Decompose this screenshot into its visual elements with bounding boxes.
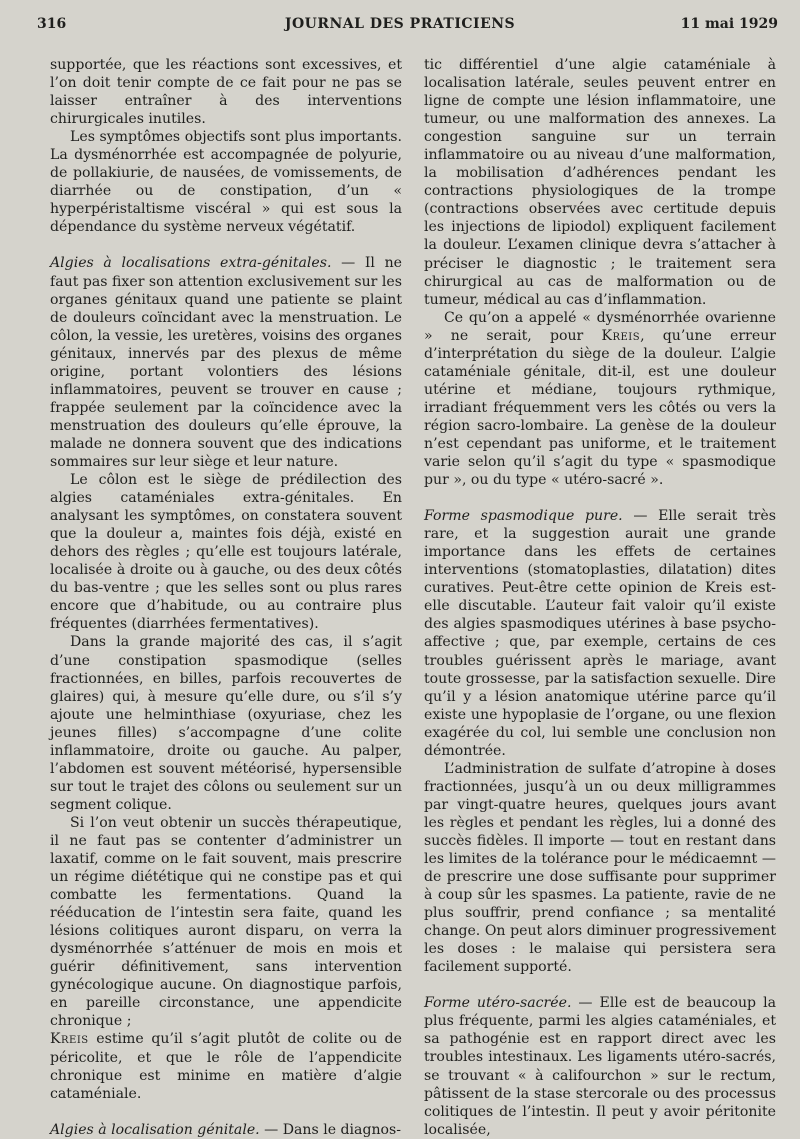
paragraph-text: Ce qu’on a appelé « dysménorrhée ovarienne » ne serait, pour xyxy=(424,309,776,344)
page-header xyxy=(0,0,800,40)
section-title: Forme spasmodique pure. xyxy=(424,508,623,525)
paragraph-text: — Elle est de beaucoup la plus fréquente, parmi les algies cataméniales, et sa pathogénie est en rapport direct avec les troubles intestinaux. Les ligaments utéro-sacrés, se trouvant « à califourchon » sur le rectum, pâtissent de la stase stercorale ou des processus colitiques de l’intestin. Il peut y avoir péritonite localisée, xyxy=(424,995,776,1138)
paragraph-text: Dans la grande majorité des cas, il s’agit d’une constipation spasmodique (selles fractionnées, en billes, parfois recouvertes de glaires) qui, à mesure qu’elle dure, ou s’il s’y ajoute une helminthiase (oxyuriase, chez les jeunes filles) s’accompagne d’une colite inflammatoire, droite ou gauche. Au palper, l’abdomen est souvent météorisé, hypersensible sur tout le trajet des côlons ou seulement sur un segment colique. xyxy=(50,634,402,813)
paragraph xyxy=(50,633,402,813)
section-gap xyxy=(50,236,402,254)
paragraph-text: tic différentiel d’une algie cataméniale à localisation latérale, seules peuvent entrer en ligne de compte une lésion inflammatoire, une tumeur, ou une malformation des annexes. La congestion sanguine sur un terrain inflammatoire ou au niveau d’une malformation, la mobilisation d’adhérences pendant les contractions physiologiques de la trompe (contractions observées avec certitude depuis les injections de lipiodol) expliquent facilement la douleur. L’examen clinique devra s’attacher à préciser le diagnostic ; le traitement sera chirurgical au cas de malformation ou de tumeur, médical au cas d’inflammation. xyxy=(424,57,776,308)
paragraph-text: — Elle serait très rare, et la suggestion aurait une grande importance dans les effets de certaines interventions (stomatoplasties, dilatation) dites curatives. Peut-être cette opinion de Kreis est-elle discutable. L’auteur fait valoir qu’il existe des algies spasmodiques utérines à base psycho-affective ; que, par exemple, certains de ces troubles guérissent après le mariage, avant toute grossesse, par la satisfaction sexuelle. Dire qu’il y a lésion anatomique utérine parce qu’il existe une hypoplasie de l’organe, ou une flexion exagérée du col, lui semble une conclusion non démontrée. xyxy=(424,508,776,759)
section-title: Algies à localisation génitale. xyxy=(50,1121,260,1138)
right-column xyxy=(424,56,776,1139)
paragraph-text: , qu’une erreur d’interprétation du siège de la douleur. L’algie cataméniale génitale, dit-il, est une douleur utérine et médiane, toujours rythmique, irradiant fréquemment vers les côtés ou vers la région sacro-lombaire. La genèse de la douleur n’est cependant pas uniforme, et le traitement varie selon qu’il s’agit du type « spasmodique pur », ou du type « utéro-sacré ». xyxy=(424,327,777,489)
paragraph-text: estime qu’il s’agit plutôt de colite ou de péricolite, et que le rôle de l’appendicite chronique est minime en matière d’algie cataméniale. xyxy=(50,1031,402,1102)
paragraph xyxy=(424,309,776,489)
paragraph xyxy=(424,56,776,309)
left-column xyxy=(50,56,402,1139)
section-paragraph xyxy=(50,254,402,471)
author-name: Kreis xyxy=(50,1031,89,1048)
paragraph-text: L’administration de sulfate d’atropine à doses fractionnées, jusqu’à un ou deux milligrammes par vingt-quatre heures, quelques jours avant les règles et pendant les règles, lui a donné des succès fidèles. Il importe — tout en restant dans les limites de la tolérance pour le médicaemnt — de prescrire une dose suffisante pour supprimer à coup sûr les spasmes. La patiente, ravie de ne plus souffrir, prend confiance ; sa mentalité change. On peut alors diminuer progressivement les doses : le malaise qui persistera sera facilement supporté. xyxy=(424,760,776,976)
issue-date: 11 mai 1929 xyxy=(680,16,778,32)
paragraph-text: Le côlon est le siège de prédilection des algies cataméniales extra-génitales. En analysant les symptômes, on constatera souvent que la douleur a, maintes fois déjà, existé en dehors des règles ; qu’elle est toujours latérale, localisée à droite ou à gauche, ou des deux côtés du bas-ventre ; que les selles sont ou plus rares encore que d’habitude, ou au contraire plus fréquentes (diarrhées fermentatives). xyxy=(50,472,402,633)
paragraph xyxy=(50,1030,402,1102)
section-gap xyxy=(50,1103,402,1121)
journal-title: JOURNAL DES PRATICIENS xyxy=(284,16,516,32)
section-paragraph xyxy=(424,994,776,1138)
section-gap xyxy=(424,489,776,507)
paragraph xyxy=(424,760,776,977)
page-number: 316 xyxy=(37,16,67,32)
paragraph-text: Les symptômes objectifs sont plus importants. La dysménorrhée est accompagnée de polyurie, de pollakiurie, de nausées, de vomissements, de diarrhée ou de constipation, d’un « hyperpéristaltisme viscéral » qui est sous la dépendance du système nerveux végétatif. xyxy=(50,129,402,236)
paragraph xyxy=(50,128,402,236)
paragraph-text: — Dans le diagnos- xyxy=(259,1121,402,1138)
paragraph-text: Si l’on veut obtenir un succès thérapeutique, il ne faut pas se contenter d’administrer un laxatif, comme on le fait souvent, mais prescrire un régime diététique qui ne constipe pas et qui combatte les fermentations. Quand la rééducation de l’intestin sera faite, quand les lésions colitiques auront disparu, on verra la dysménorrhée s’atténuer de mois en mois et guérir définitivement, sans intervention gynécologique aucune. On diagnostique parfois, en pareille circonstance, une appendicite chronique ; xyxy=(50,814,402,1030)
section-title: Forme utéro-sacrée. xyxy=(424,995,572,1012)
paragraph xyxy=(50,56,402,128)
paragraph xyxy=(50,471,402,633)
section-paragraph xyxy=(50,1121,402,1139)
author-name: Kreis xyxy=(601,327,641,344)
section-paragraph xyxy=(424,507,776,760)
section-title: Algies à localisations extra-génitales. xyxy=(50,255,332,272)
section-gap xyxy=(424,976,776,994)
paragraph-text: — Il ne faut pas fixer son attention exclusivement sur les organes génitaux quand une patiente se plaint de douleurs coïncidant avec la menstruation. Le côlon, la vessie, les uretères, voisins des organes génitaux, innervés par des plexus de même origine, portant volontiers des lésions inflammatoires, peuvent se trouver en cause ; frappée seulement par la coïncidence avec la menstruation des douleurs qu’elle éprouve, la malade ne donnera souvent que des indications sommaires sur leur siège et leur nature. xyxy=(50,255,402,470)
paragraph-text: supportée, que les réactions sont excessives, et l’on doit tenir compte de ce fait pour ne pas se laisser entraîner à des interventions chirurgicales inutiles. xyxy=(50,57,402,128)
paragraph xyxy=(50,814,402,1031)
